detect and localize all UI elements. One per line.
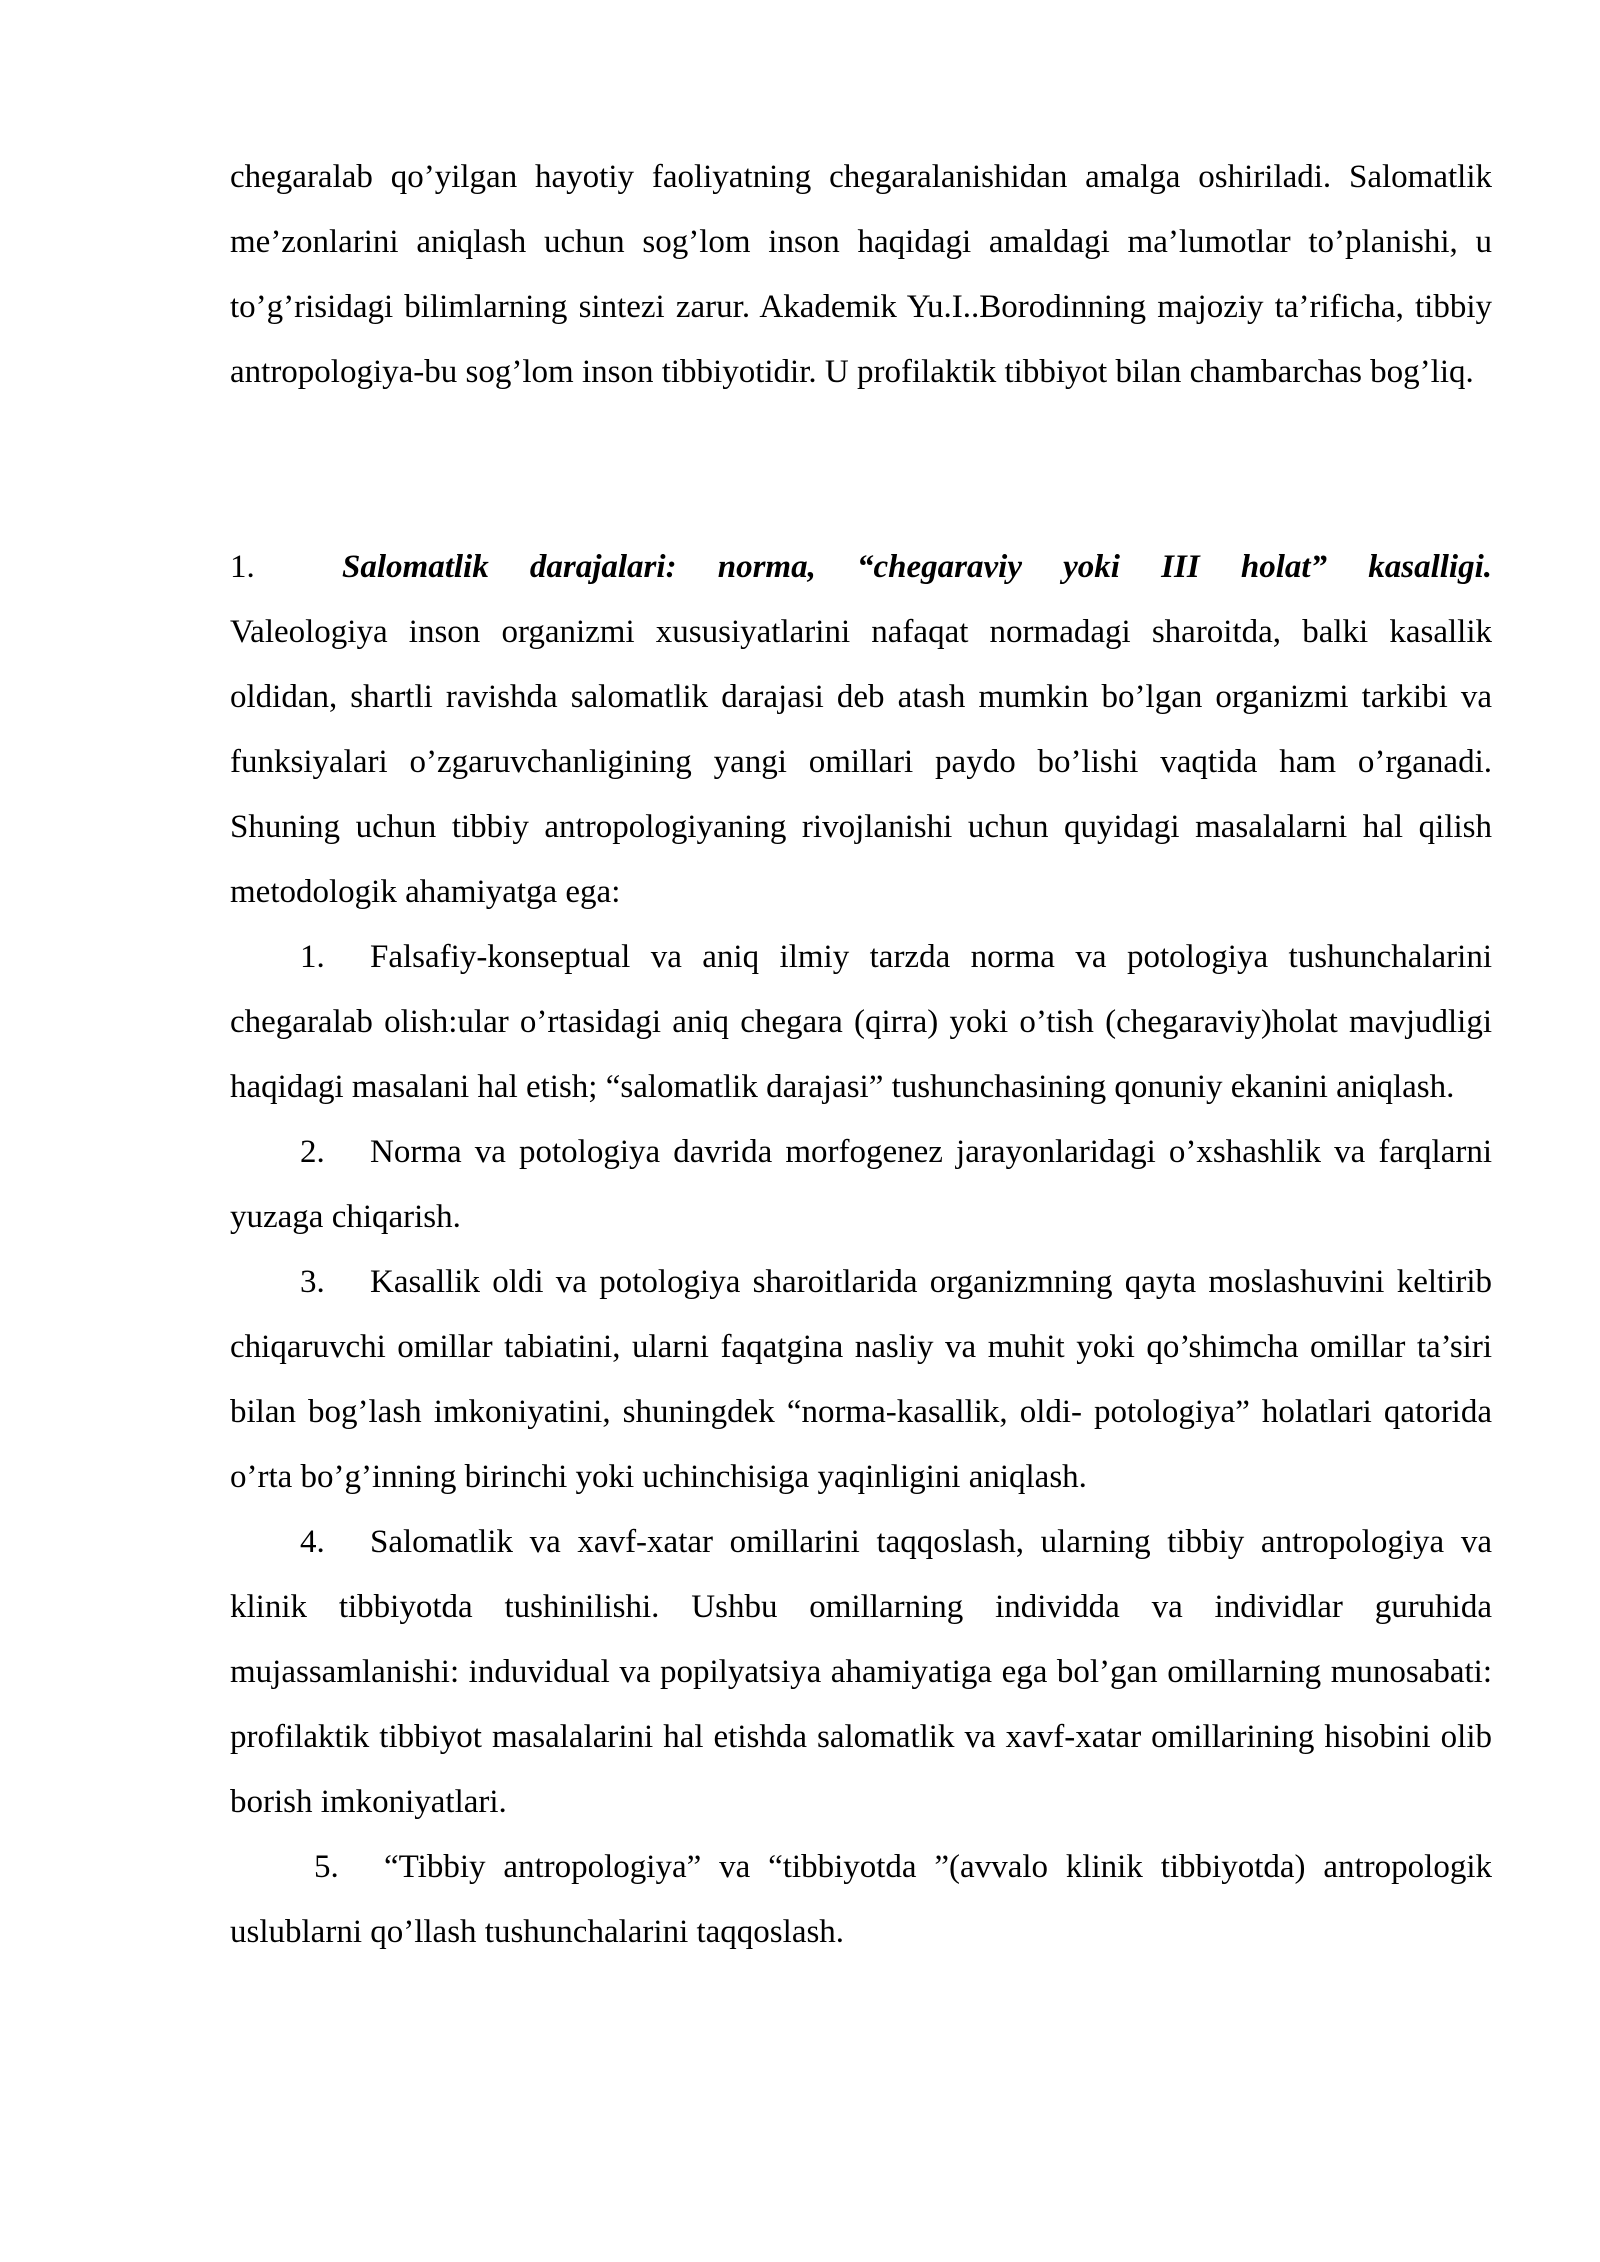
list-item-number: 2.: [300, 1134, 325, 1170]
list-item-number: 1.: [300, 939, 325, 975]
list-item-number: 4.: [300, 1524, 325, 1560]
intro-paragraph: chegaralab qo’yilgan hayotiy faoliyatning chegaralanishidan amalga oshiriladi. Salomatlik me’zonlarini aniqlash uchun sog’lom inson haqidagi amaldagi ma’lumotlar to’planishi, u to’g’risidagi bilimlarning sintezi zarur. Akademik Yu.I..Borodinning majoziy ta’rificha, tibbiy antropologiya-bu sog’lom inson tibbiyotidir. U profilaktik tibbiyot bilan chambarchas bog’liq.: [230, 159, 1492, 390]
list-item-1: [230, 925, 1492, 1120]
list-item-5: [230, 1835, 1492, 1965]
list-item-text: Kasallik oldi va potologiya sharoitlarida organizmning qayta moslashuvini keltirib chiqaruvchi omillar tabiatini, ularni faqatgina nasliy va muhit yoki qo’shimcha omillar ta’siri bilan bog’lash imkoniyatini, shuningdek “norma-kasallik, oldi- potologiya” holatlari qatorida o’rta bo’g’inning birinchi yoki uchinchisiga yaqinligini aniqlash.: [230, 1264, 1492, 1495]
list-item-text: Norma va potologiya davrida morfogenez jarayonlaridagi o’xshashlik va farqlarni yuzaga chiqarish.: [230, 1134, 1492, 1235]
section-title: Salomatlik darajalari: norma, “chegaraviy yoki III holat” kasalligi.: [342, 549, 1492, 585]
section-number: 1.: [230, 549, 255, 585]
section-block: [230, 535, 1492, 1965]
list-item-text: Salomatlik va xavf-xatar omillarini taqqoslash, ularning tibbiy antropologiya va klinik tibbiyotda tushinilishi. Ushbu omillarning individda va individlar guruhida mujassamlanishi: induvidual va popilyatsiya ahamiyatiga ega bol’gan omillarning munosabati: profilaktik tibbiyot masalalarini hal etishda salomatlik va xavf-xatar omillarining hisobini olib borish imkoniyatlari.: [230, 1524, 1492, 1820]
list-item-text: Falsafiy-konseptual va aniq ilmiy tarzda norma va potologiya tushunchalarini chegaralab olish:ular o’rtasidagi aniq chegara (qirra) yoki o’tish (chegaraviy)holat mavjudligi haqidagi masalani hal etish; “salomatlik darajasi” tushunchasining qonuniy ekanini aniqlash.: [230, 939, 1492, 1105]
list-item-2: [230, 1120, 1492, 1250]
list-item-number: 5.: [314, 1849, 339, 1885]
list-item-4: [230, 1510, 1492, 1835]
list-item-text: “Tibbiy antropologiya” va “tibbiyotda ”(avvalo klinik tibbiyotda) antropologik uslublarni qo’llash tushunchalarini taqqoslash.: [230, 1849, 1492, 1950]
list-item-number: 3.: [300, 1264, 325, 1300]
intro-paragraph-block: [230, 145, 1492, 405]
section-body-paragraph: Valeologiya inson organizmi xususiyatlarini nafaqat normadagi sharoitda, balki kasallik oldidan, shartli ravishda salomatlik darajasi deb atash mumkin bo’lgan organizmi tarkibi va funksiyalari o’zgaruvchanligining yangi omillari paydo bo’lishi vaqtida ham o’rganadi. Shuning uchun tibbiy antropologiyaning rivojlanishi uchun quyidagi masalalarni hal qilish metodologik ahamiyatga ega:: [230, 614, 1492, 910]
list-item-3: [230, 1250, 1492, 1510]
section-heading: [230, 535, 1492, 600]
